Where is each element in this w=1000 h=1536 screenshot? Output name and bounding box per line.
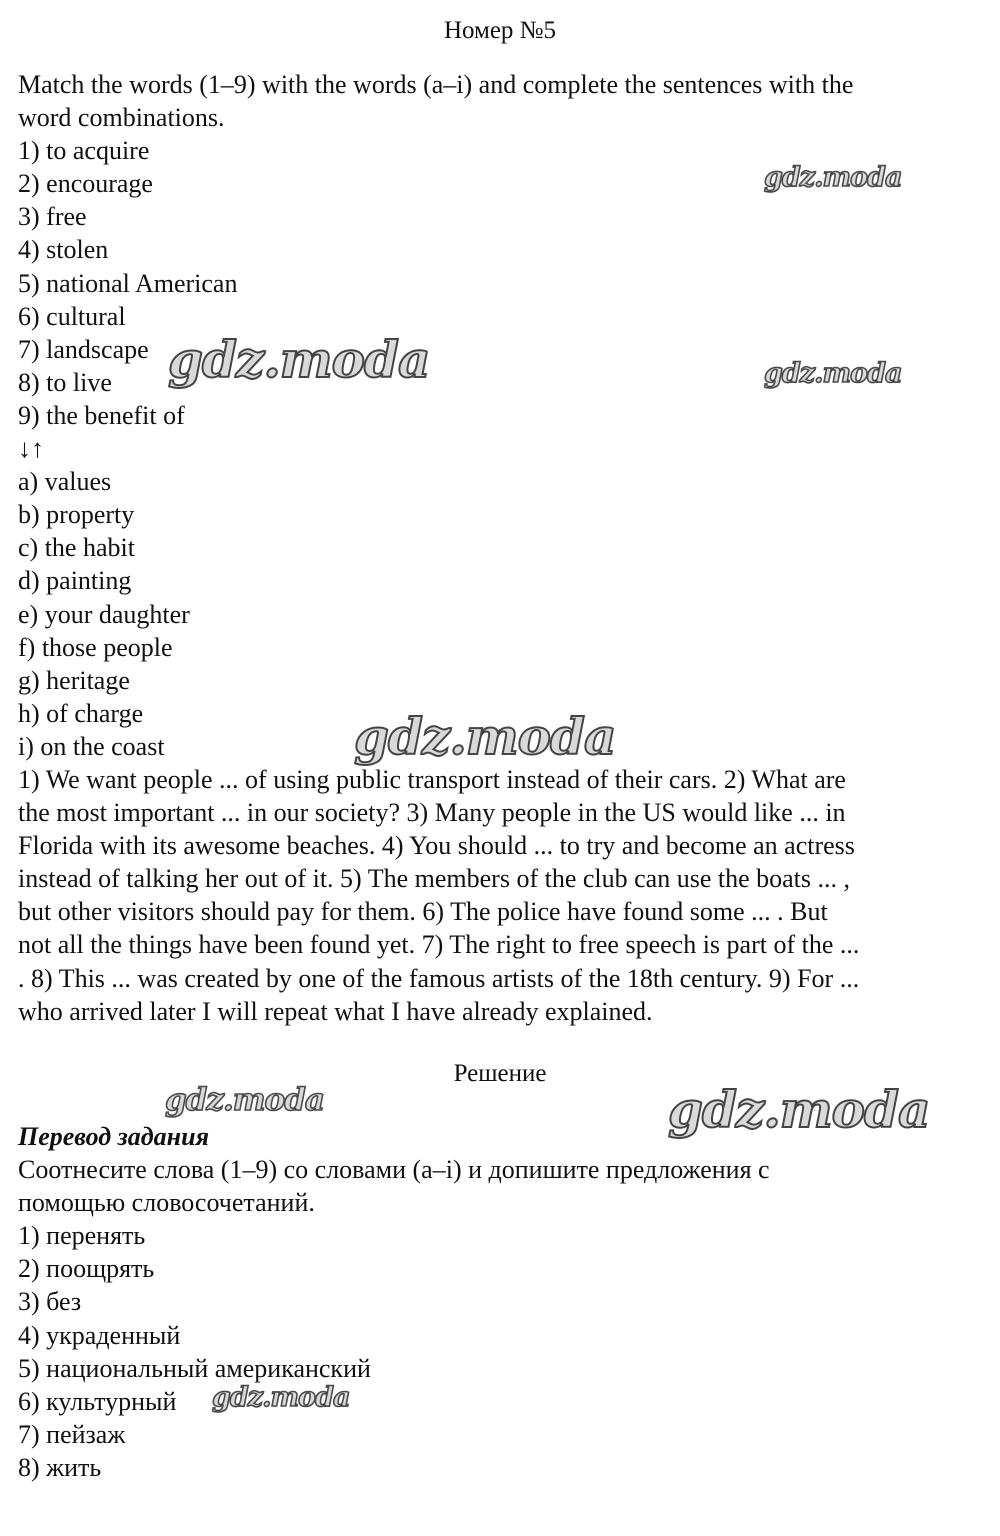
instruction-line: Match the words (1–9) with the words (a–i) and complete the sentences with the xyxy=(18,70,854,99)
word-item-b: b) property xyxy=(18,500,135,530)
translation-item-1: 1) перенять xyxy=(18,1221,146,1251)
translation-instruction-line: помощью словосочетаний. xyxy=(18,1188,315,1218)
solution-body xyxy=(18,1120,983,1484)
sentences-line: 1) We want people ... of using public transport instead of their cars. 2) What are xyxy=(18,764,846,794)
translation-item-8: 8) жить xyxy=(18,1452,102,1482)
translation-item-7: 7) пейзаж xyxy=(18,1419,126,1449)
watermark: gdz.moda xyxy=(764,162,902,193)
arrows-icon: ↓↑ xyxy=(18,434,44,464)
translation-item-5: 5) национальный американский xyxy=(18,1353,371,1383)
sentences-line: . 8) This ... was created by one of the famous artists of the 18th century. 9) For ... xyxy=(18,963,860,993)
sentences-paragraph xyxy=(18,763,983,1028)
word-item-i: i) on the coast xyxy=(18,731,165,761)
word-item-9: 9) the benefit of xyxy=(18,400,185,430)
word-item-g: g) heritage xyxy=(18,665,130,695)
word-item-f: f) those people xyxy=(18,632,173,662)
word-item-d: d) painting xyxy=(18,566,132,596)
sentences-line: not all the things have been found yet. 7) The right to free speech is part of the ... xyxy=(18,930,860,960)
translation-item-4: 4) украденный xyxy=(18,1320,181,1350)
watermark: gdz.moda xyxy=(764,358,902,389)
word-item-4: 4) stolen xyxy=(18,235,109,265)
sentences-line: instead of talking her out of it. 5) The members of the club can use the boats ... , xyxy=(18,864,851,894)
watermark: gdz.moda xyxy=(165,1082,324,1118)
word-item-1: 1) to acquire xyxy=(18,136,150,166)
page-title: Номер №5 xyxy=(443,17,557,44)
task-body xyxy=(18,68,983,1028)
word-item-5: 5) national American xyxy=(18,268,238,298)
word-item-3: 3) free xyxy=(18,202,87,232)
word-item-c: c) the habit xyxy=(18,533,135,563)
translation-item-3: 3) без xyxy=(18,1287,82,1317)
watermark: gdz.moda xyxy=(354,707,616,766)
watermark: gdz.moda xyxy=(668,1080,930,1139)
solution-title: Решение xyxy=(453,1060,547,1087)
word-item-2: 2) encourage xyxy=(18,169,153,199)
sentences-line: Florida with its awesome beaches. 4) You should ... to try and become an actress xyxy=(18,831,855,861)
word-item-a: a) values xyxy=(18,467,112,497)
word-item-6: 6) cultural xyxy=(18,301,126,331)
watermark: gdz.moda xyxy=(168,330,430,389)
word-item-e: e) your daughter xyxy=(18,599,190,629)
watermark: gdz.moda xyxy=(212,1382,350,1413)
translation-heading: Перевод задания xyxy=(18,1122,209,1151)
word-item-7: 7) landscape xyxy=(18,334,149,364)
word-item-8: 8) to live xyxy=(18,367,112,397)
instruction-line: word combinations. xyxy=(18,103,225,133)
sentences-line: who arrived later I will repeat what I have already explained. xyxy=(18,996,653,1026)
translation-instruction-line: Соотнесите слова (1–9) со словами (a–i) и допишите предложения с xyxy=(18,1155,770,1185)
translation-item-2: 2) поощрять xyxy=(18,1254,155,1284)
translation-item-6: 6) культурный xyxy=(18,1386,177,1416)
sentences-line: the most important ... in our society? 3) Many people in the US would like ... in xyxy=(18,798,846,828)
word-item-h: h) of charge xyxy=(18,698,144,728)
sentences-line: but other visitors should pay for them. 6) The police have found some ... . But xyxy=(18,897,828,927)
